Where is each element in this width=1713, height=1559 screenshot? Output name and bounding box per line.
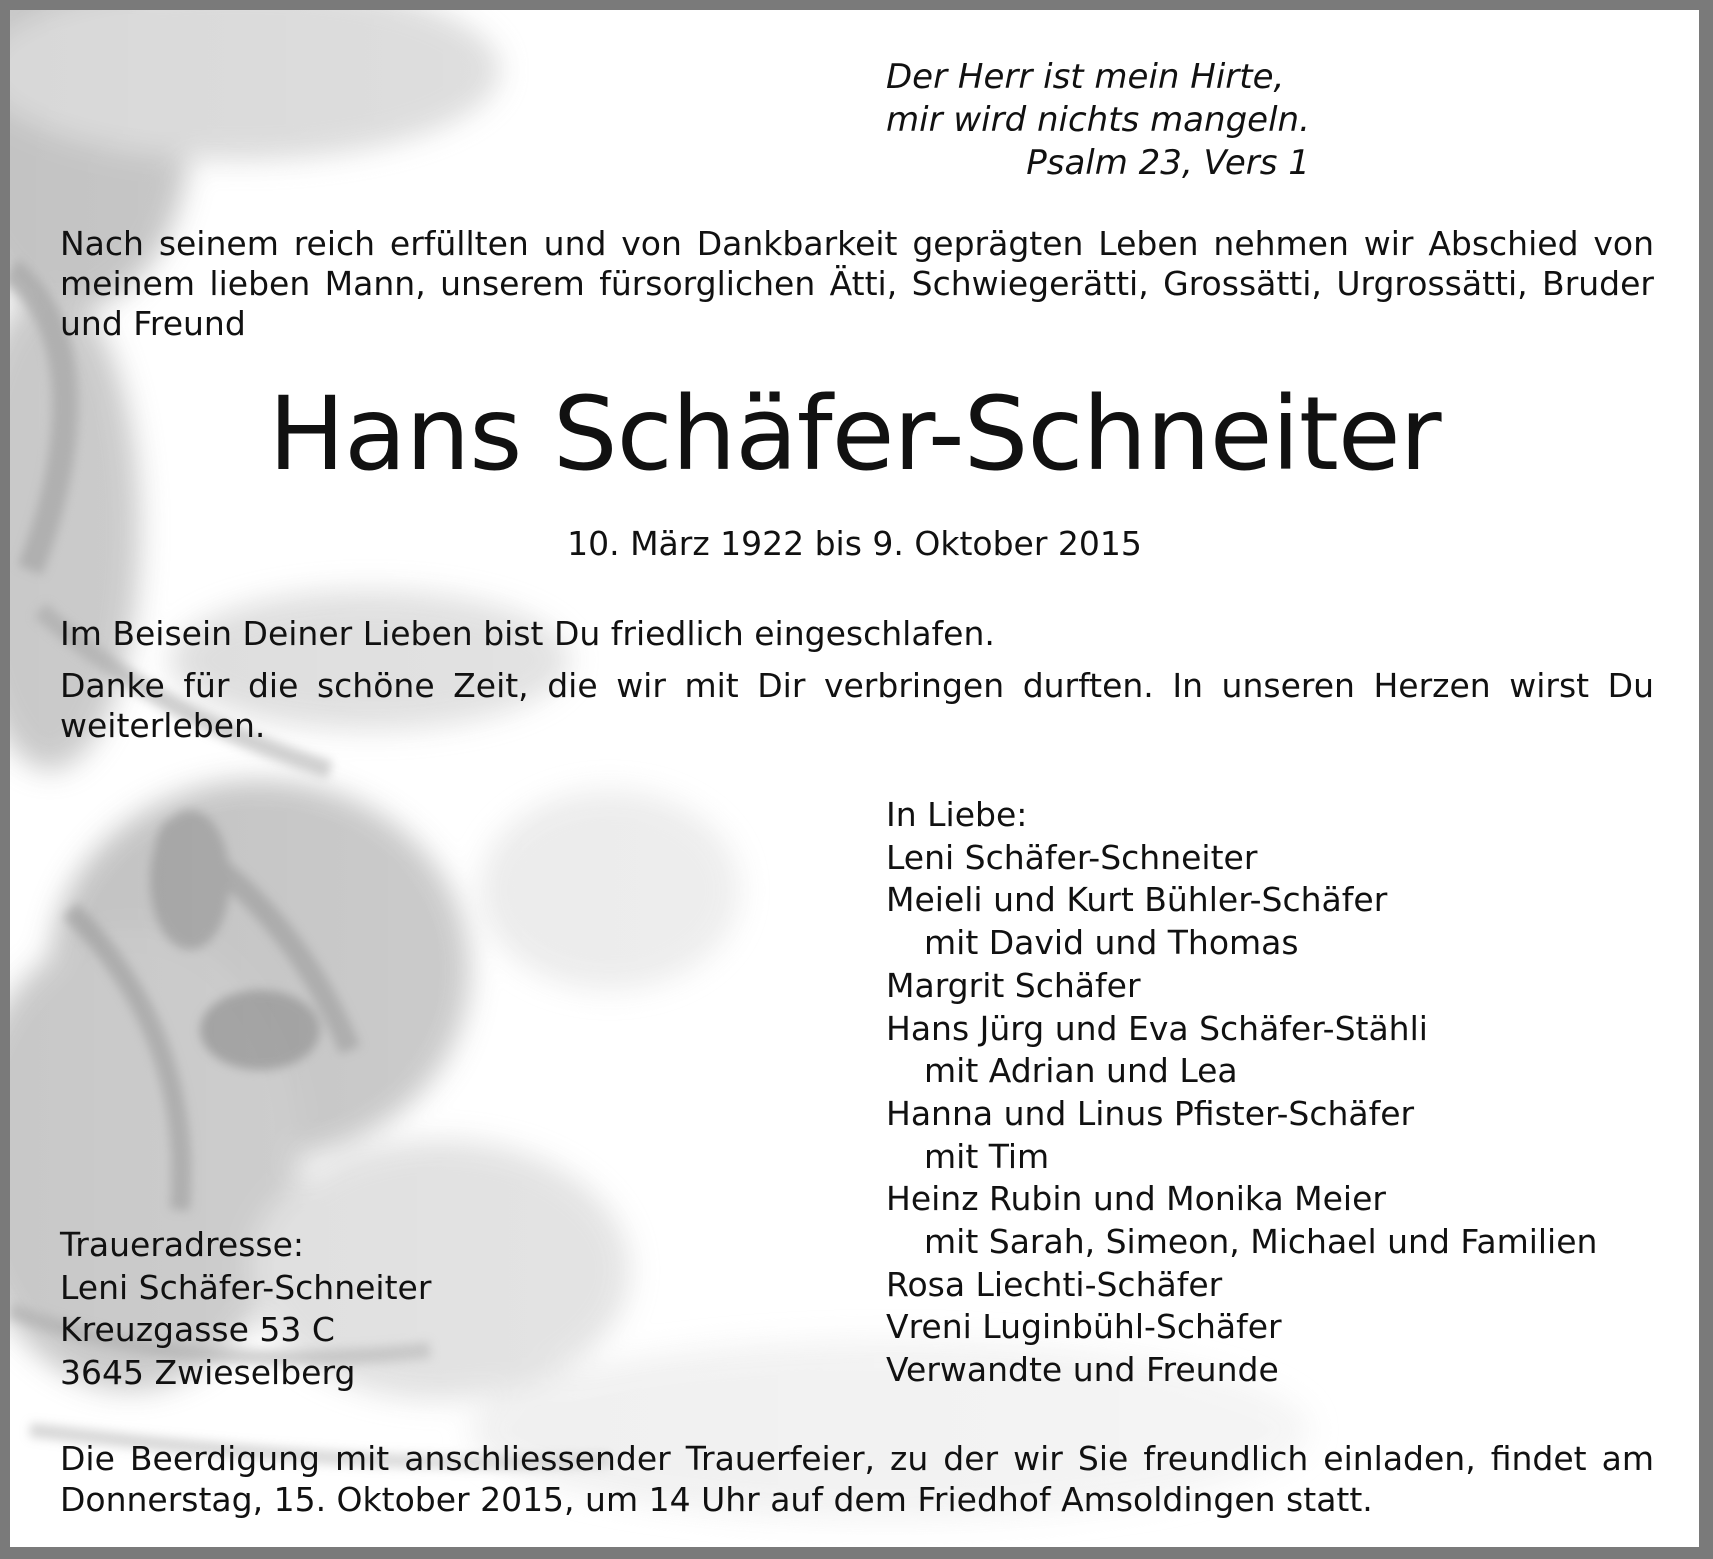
mourner-sub-line: mit Tim bbox=[924, 1136, 1050, 1176]
deceased-name: Hans Schäfer-Schneiter bbox=[268, 375, 1441, 494]
mourner-line: Rosa Liechti-Schäfer bbox=[886, 1264, 1223, 1304]
mourner-line: Hanna und Linus Pfister-Schäfer bbox=[886, 1093, 1415, 1133]
message-paragraph-2: Danke für die schöne Zeit, die wir mit Dir verbringen durften. In unseren Herzen wirst Du weiterleben. bbox=[60, 666, 1654, 745]
mourner-line: Vreni Luginbühl-Schäfer bbox=[886, 1307, 1282, 1347]
address-street: Kreuzgasse 53 C bbox=[60, 1310, 335, 1349]
quote-reference: Psalm 23, Vers 1 bbox=[1026, 143, 1310, 183]
mourner-line: Leni Schäfer-Schneiter bbox=[886, 837, 1258, 877]
life-dates: 10. März 1922 bis 9. Oktober 2015 bbox=[567, 524, 1142, 563]
mourner-line: Margrit Schäfer bbox=[886, 965, 1141, 1005]
mourning-address bbox=[60, 1224, 431, 1394]
mourners-list bbox=[886, 794, 1597, 1392]
mourner-sub-line: mit David und Thomas bbox=[924, 923, 1299, 963]
mourner-line: Verwandte und Freunde bbox=[886, 1350, 1279, 1390]
mourner-line: Meieli und Kurt Bühler-Schäfer bbox=[886, 880, 1388, 920]
intro-paragraph: Nach seinem reich erfüllten und von Dankbarkeit geprägten Leben nehmen wir Abschied von meinem lieben Mann, unserem fürsorglichen Ätti, Schwiegerätti, Grossätti, Urgrossätti, Bruder und Freund bbox=[60, 224, 1654, 343]
mourner-sub-line: mit Sarah, Simeon, Michael und Familien bbox=[924, 1222, 1598, 1262]
funeral-notice: Die Beerdigung mit anschliessender Trauerfeier, zu der wir Sie freundlich einladen, findet am Donnerstag, 15. Oktober 2015, um 14 Uhr auf dem Friedhof Amsoldingen statt. bbox=[60, 1439, 1654, 1519]
mourner-line: Heinz Rubin und Monika Meier bbox=[886, 1179, 1386, 1219]
mourner-line: Hans Jürg und Eva Schäfer-Stähli bbox=[886, 1008, 1428, 1048]
address-heading: Traueradresse: bbox=[60, 1225, 305, 1264]
mourner-sub-line: mit Adrian und Lea bbox=[924, 1051, 1238, 1091]
quote-line-2: mir wird nichts mangeln. bbox=[886, 100, 1310, 140]
address-name: Leni Schäfer-Schneiter bbox=[60, 1267, 432, 1307]
bible-quote bbox=[886, 56, 1310, 185]
mourners-heading: In Liebe: bbox=[886, 795, 1028, 834]
address-city: 3645 Zwieselberg bbox=[60, 1352, 356, 1392]
message-paragraph-1: Im Beisein Deiner Lieben bist Du friedlich eingeschlafen. bbox=[60, 614, 995, 653]
quote-line-1: Der Herr ist mein Hirte, bbox=[886, 57, 1285, 97]
